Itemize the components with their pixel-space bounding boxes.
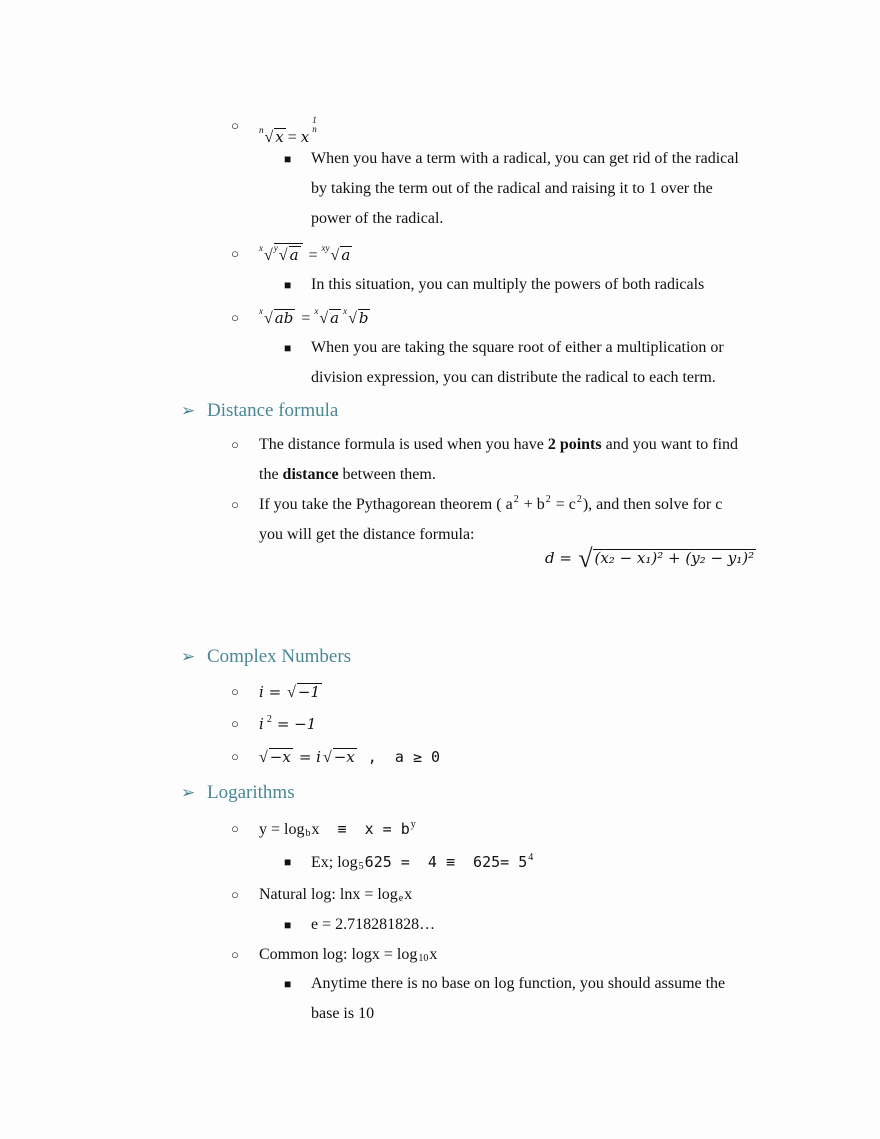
subscript: e — [398, 893, 404, 904]
note-line: power of the radical. — [311, 210, 444, 227]
square-bullet-icon: ■ — [284, 977, 292, 991]
bold-text: 2 points — [547, 436, 602, 453]
base: i — [259, 715, 264, 733]
arrow-bullet-icon: ➢ — [181, 401, 196, 420]
text-line — [259, 495, 722, 515]
note-line: division expression, you can distribute the radical to each term. — [311, 369, 716, 386]
formula-i-squared — [259, 714, 318, 735]
radical-sign: √ — [264, 247, 273, 264]
radicand: ab — [274, 309, 294, 327]
heading-logarithms: Logarithms — [207, 782, 295, 803]
formula-product-root — [259, 307, 372, 329]
e-value: e = 2.718281828… — [311, 916, 436, 933]
square-bullet-icon: ■ — [284, 855, 292, 869]
circle-bullet-icon: ○ — [231, 310, 239, 325]
note-line: base is 10 — [311, 1005, 375, 1022]
radicand: a — [289, 246, 299, 264]
subscript: b — [305, 828, 311, 839]
note-line: Anytime there is no base on log function, you should assume the — [311, 975, 726, 992]
arrow-bullet-icon: ➢ — [181, 783, 196, 802]
root-index: x — [259, 243, 263, 253]
text: = c — [551, 496, 576, 513]
radical-sign: √ — [278, 247, 288, 264]
square-bullet-icon: ■ — [284, 341, 292, 355]
root-index: x — [259, 306, 263, 316]
distance-formula — [545, 543, 758, 573]
radicand: x — [275, 128, 284, 146]
formula-nested-root — [259, 243, 354, 266]
superscript: 2 — [513, 494, 519, 505]
circle-bullet-icon: ○ — [231, 821, 239, 836]
radicand: −1 — [297, 683, 321, 701]
note-line: When you are taking the square root of either a multiplication or — [311, 339, 724, 356]
text-line — [259, 435, 738, 455]
circle-bullet-icon: ○ — [231, 497, 239, 512]
circle-bullet-icon: ○ — [231, 887, 239, 902]
log-definition — [259, 819, 417, 840]
text-line — [259, 465, 436, 485]
note-line: In this situation, you can multiply the powers of both radicals — [311, 276, 705, 293]
text: ≡ x = b — [319, 820, 410, 838]
radicand: a — [341, 246, 351, 264]
formula-lhs: i = — [259, 683, 282, 701]
heading-complex-numbers: Complex Numbers — [207, 646, 352, 667]
equals: = — [301, 310, 311, 327]
formula-i — [259, 682, 324, 703]
equals: = i — [298, 748, 321, 766]
radical-sign: √ — [330, 247, 340, 264]
equals: = — [308, 247, 318, 264]
condition: , a ≥ 0 — [358, 748, 441, 766]
subscript: 5 — [358, 861, 364, 872]
superscript: 4 — [528, 852, 534, 863]
circle-bullet-icon: ○ — [231, 749, 239, 764]
equals: = — [287, 129, 297, 146]
text: Common log: logx = log — [259, 946, 418, 963]
note-line: by taking the term out of the radical and raising it to 1 over the — [311, 180, 713, 197]
text: the — [259, 466, 283, 483]
heading-distance-formula: Distance formula — [207, 400, 339, 421]
circle-bullet-icon: ○ — [231, 437, 239, 452]
root-index: x — [343, 306, 348, 316]
radical-sign: √ — [287, 684, 296, 701]
text: ), and then solve for c — [582, 496, 723, 513]
radical-sign: √ — [322, 749, 332, 766]
root-index: xy — [321, 243, 330, 253]
radicand: a — [330, 309, 340, 327]
square-bullet-icon: ■ — [284, 152, 292, 166]
note-line: When you have a term with a radical, you can get rid of the radical — [311, 150, 739, 167]
circle-bullet-icon: ○ — [231, 246, 239, 261]
radical-sign: √ — [264, 129, 274, 146]
radical-sign: √ — [348, 310, 357, 327]
exponent-fraction — [312, 116, 317, 134]
text: y = log — [259, 821, 305, 838]
exp-denominator: n — [312, 124, 317, 134]
text: If you take the Pythagorean theorem ( a — [259, 496, 513, 513]
radical-sign: √ — [578, 544, 593, 573]
natural-log — [259, 885, 412, 905]
root-index: n — [259, 125, 264, 135]
text: between them. — [338, 466, 436, 483]
log-example — [311, 852, 534, 873]
radicand: −x — [269, 748, 291, 766]
radical-sign: √ — [264, 310, 273, 327]
common-log — [259, 945, 437, 965]
text: + b — [519, 496, 545, 513]
root-index: x — [314, 306, 319, 316]
formula-negative-root — [259, 747, 440, 768]
arrow-bullet-icon: ➢ — [181, 647, 196, 666]
text: x — [429, 946, 438, 963]
superscript: 2 — [545, 494, 551, 505]
circle-bullet-icon: ○ — [231, 118, 239, 133]
root-index: y — [273, 243, 278, 253]
radical-sign: √ — [259, 749, 268, 766]
circle-bullet-icon: ○ — [231, 947, 239, 962]
text: Natural log: lnx = log — [259, 886, 398, 903]
formula-nth-root — [259, 116, 317, 148]
text: x — [404, 886, 413, 903]
radicand-group — [274, 243, 303, 264]
subscript: 10 — [418, 953, 429, 964]
superscript: 2 — [266, 714, 272, 725]
text: The distance formula is used when you have — [259, 436, 548, 453]
radicand: (x₂ − x₁)² + (y₂ − y₁)² — [594, 549, 755, 567]
text: Ex; log — [311, 854, 358, 871]
radicand: b — [358, 309, 369, 327]
square-bullet-icon: ■ — [284, 278, 292, 292]
text: x — [311, 821, 320, 838]
exp-numerator: 1 — [312, 115, 317, 125]
base: x — [300, 128, 310, 146]
text: 625 = 4 ≡ 625= 5 — [364, 853, 528, 871]
radicand: −x — [333, 748, 355, 766]
superscript: y — [410, 819, 416, 830]
radical-sign: √ — [319, 310, 329, 327]
circle-bullet-icon: ○ — [231, 716, 239, 731]
formula-lhs: d = — [545, 549, 572, 567]
circle-bullet-icon: ○ — [231, 684, 239, 699]
superscript: 2 — [576, 494, 582, 505]
text-line: you will get the distance formula: — [259, 526, 475, 543]
bold-text: distance — [282, 466, 339, 483]
square-bullet-icon: ■ — [284, 918, 292, 932]
text: and you want to find — [601, 436, 739, 453]
formula-rhs: = −1 — [276, 715, 317, 733]
